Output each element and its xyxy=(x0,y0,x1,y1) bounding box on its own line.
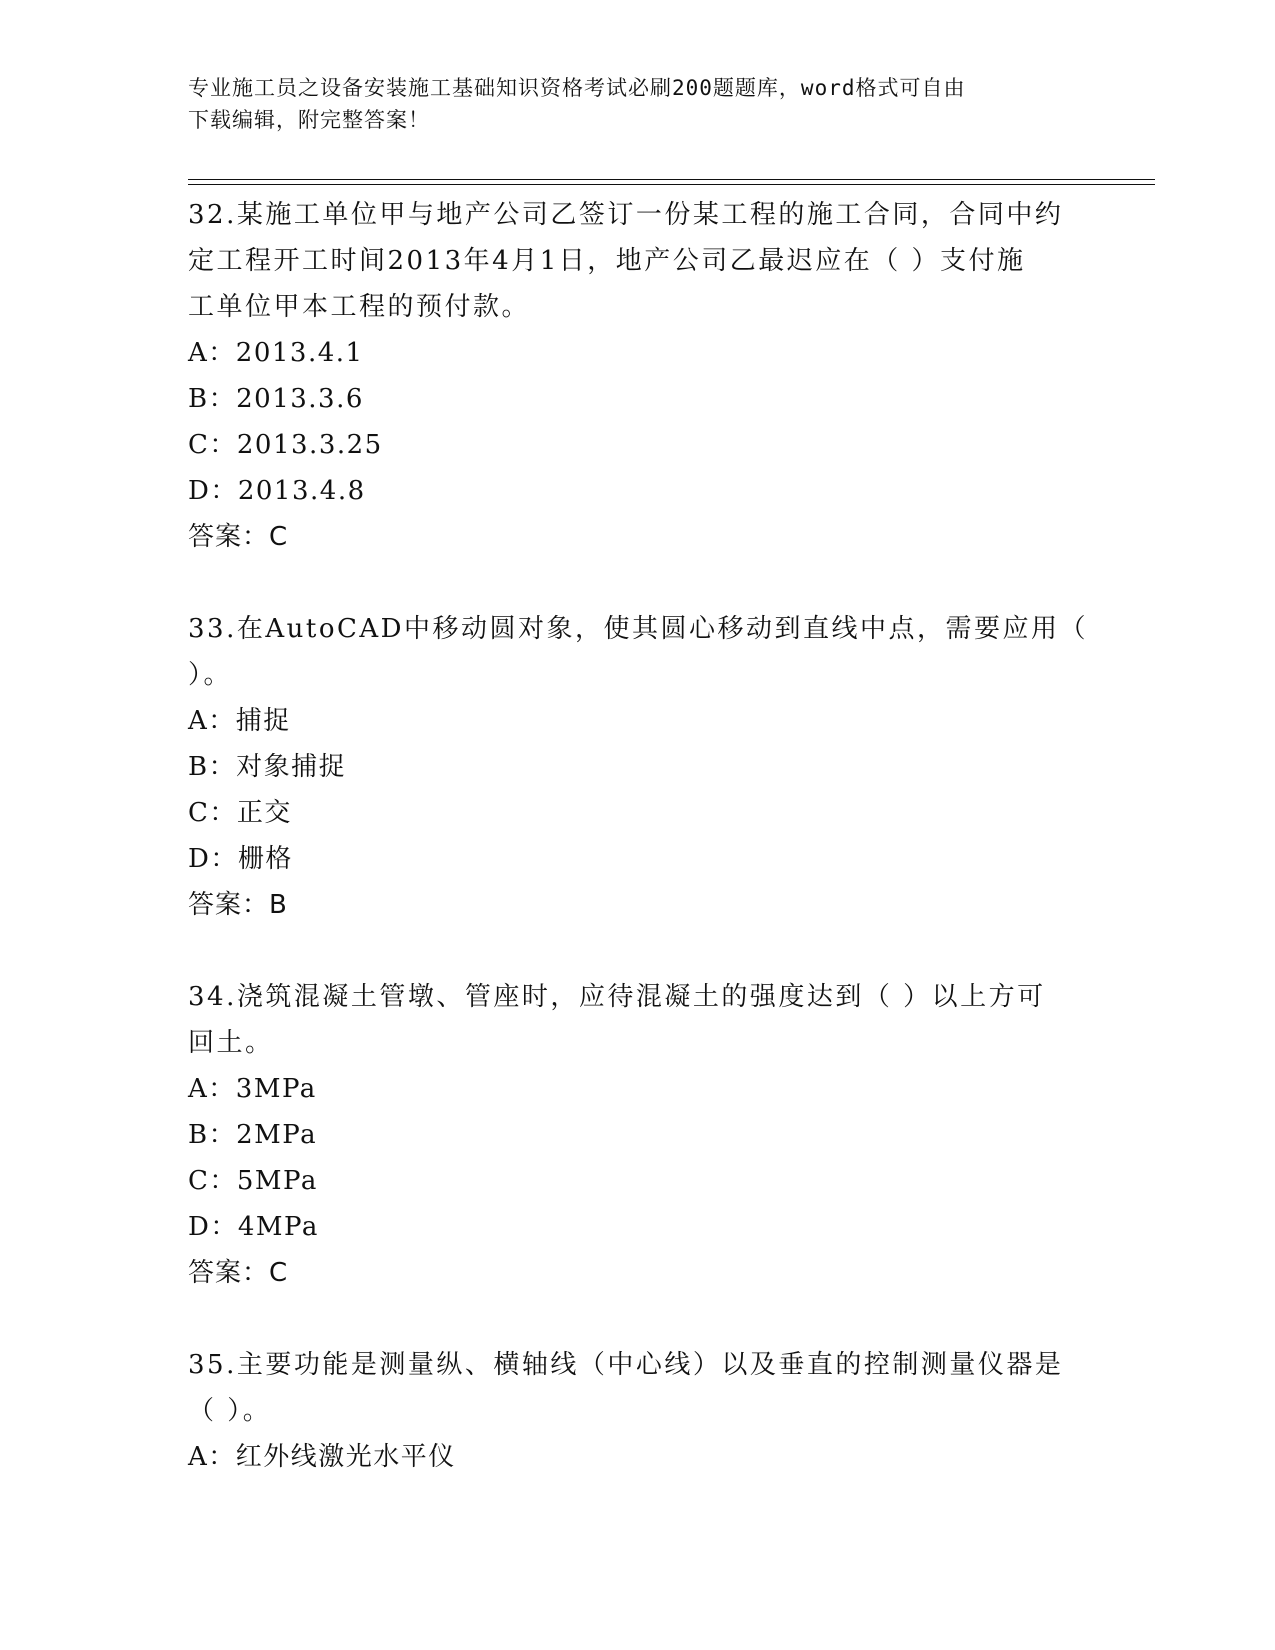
question-stem xyxy=(188,192,1088,330)
question-33 xyxy=(188,606,1088,928)
option-d: D：4MPa xyxy=(188,1212,319,1242)
question-stem xyxy=(188,606,1088,698)
question-32 xyxy=(188,192,1088,560)
question-35 xyxy=(188,1342,1088,1480)
option-d: D：栅格 xyxy=(188,844,293,874)
option-d: D：2013.4.8 xyxy=(188,476,366,506)
question-34 xyxy=(188,974,1088,1296)
option-a: A：捕捉 xyxy=(188,706,291,736)
option-c: C：2013.3.25 xyxy=(188,430,383,460)
stem-line: 定工程开工时间2013年4月1日，地产公司乙最迟应在（ ）支付施 xyxy=(188,246,1026,276)
header-divider-top xyxy=(188,179,1155,180)
stem-line: （ ）。 xyxy=(188,1396,272,1426)
question-list xyxy=(188,192,1088,1480)
header-line-1: 专业施工员之设备安装施工基础知识资格考试必刷200题题库，word格式可自由 xyxy=(188,76,966,100)
stem-line: 工单位甲本工程的预付款。 xyxy=(188,292,531,322)
option-a: A：红外线激光水平仪 xyxy=(188,1442,456,1472)
option-a: A：3MPa xyxy=(188,1074,317,1104)
option-b: B：2013.3.6 xyxy=(188,384,364,414)
question-stem xyxy=(188,1342,1088,1434)
document-header xyxy=(188,72,1068,136)
header-line-2: 下载编辑，附完整答案！ xyxy=(188,108,430,132)
stem-line: 34.浇筑混凝土管墩、管座时，应待混凝土的强度达到（ ）以上方可 xyxy=(188,982,1046,1012)
option-a: A：2013.4.1 xyxy=(188,338,364,368)
stem-line: ）。 xyxy=(188,660,233,690)
stem-line: 回土。 xyxy=(188,1028,274,1058)
question-stem xyxy=(188,974,1088,1066)
answer: 答案：C xyxy=(188,522,289,552)
header-divider-bottom xyxy=(188,184,1155,185)
stem-line: 32.某施工单位甲与地产公司乙签订一份某工程的施工合同，合同中约 xyxy=(188,200,1064,230)
option-b: B：2MPa xyxy=(188,1120,318,1150)
option-b: B：对象捕捉 xyxy=(188,752,347,782)
option-c: C：5MPa xyxy=(188,1166,318,1196)
answer: 答案：C xyxy=(188,1258,289,1288)
option-c: C：正交 xyxy=(188,798,292,828)
stem-line: 35.主要功能是测量纵、横轴线（中心线）以及垂直的控制测量仪器是 xyxy=(188,1350,1064,1380)
answer: 答案：B xyxy=(188,890,288,920)
stem-line: 33.在AutoCAD中移动圆对象，使其圆心移动到直线中点，需要应用（ xyxy=(188,614,1088,644)
